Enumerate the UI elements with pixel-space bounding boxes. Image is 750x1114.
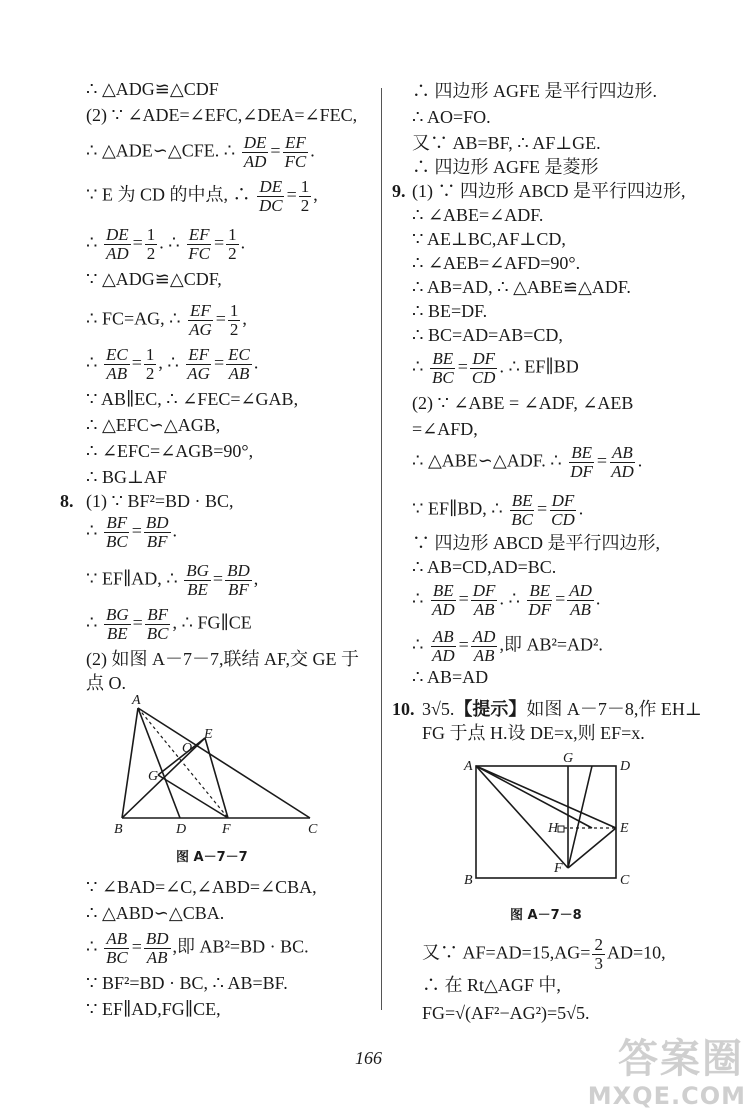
text-line: ∴ $\frac{AB}{BC}$ = $\frac{BD}{AB}$ ,即 AB²=BD · BC. [86, 929, 309, 967]
text-line: 3√5.【提示】如图 A－7－8,作 EH⊥ [422, 699, 702, 719]
text-line: ∴ $\frac{BG}{BE}$ = $\frac{BF}{BC}$ , ∴ FG∥CE [86, 605, 252, 643]
point-label: E [204, 727, 213, 742]
text-line: ∴ △ABD∽△CBA. [86, 903, 225, 923]
text-line: ∴ AB=CD,AD=BC. [412, 557, 557, 577]
fraction: $\frac{BD}{AB}$ [145, 929, 169, 967]
segment-af [476, 766, 568, 868]
point-label: B [464, 873, 473, 888]
text-line: (1) ∵ BF²=BD · BC, [86, 491, 234, 511]
text-line: ∵ E 为 CD 的中点, ∴ $\frac{DE}{DC}$ = $\frac{1}{2}$ , [86, 177, 318, 215]
fraction: $\frac{AB}{AD}$ [611, 443, 634, 481]
point-label: F [554, 861, 563, 876]
text-line: ∴ $\frac{DE}{AD}$ = $\frac{1}{2}$ . ∴ $\frac{EF}{FC}$ = $\frac{1}{2}$ . [86, 225, 246, 263]
text-line: ∴ AB=AD [412, 667, 489, 687]
question-number: 9. [392, 181, 406, 201]
text-line: (2) 如图 A－7－7,联结 AF,交 GE 于 [86, 649, 360, 669]
fraction: $\frac{AD}{AB}$ [472, 627, 496, 665]
text-line: ∴ BC=AD=AB=CD, [412, 325, 563, 345]
text-line: 点 O. [86, 673, 126, 693]
fraction: $\frac{AB}{AD}$ [431, 627, 455, 665]
text-line: ∵ 四边形 ABCD 是平行四边形, [412, 533, 661, 553]
text-line: ∵ BF²=BD · BC, ∴ AB=BF. [86, 973, 288, 993]
text-line: ∵ EF∥BD, ∴ $\frac{BE}{BC}$ = $\frac{DF}{CD}$ . [412, 491, 584, 529]
point-label: B [114, 822, 123, 837]
watermark-logo: 答案圈 MXQE.COM [587, 1036, 746, 1110]
point-label: F [222, 822, 231, 837]
segment-ab [122, 708, 138, 818]
text-line: ∴ BG⊥AF [86, 467, 167, 487]
point-label: D [620, 759, 631, 774]
text-line: (1) ∵ 四边形 ABCD 是平行四边形, [412, 181, 686, 201]
rectangle-abcd [476, 766, 616, 878]
figure-caption: 图 A－7－7 [176, 850, 248, 865]
fraction: $\frac{BE}{DF}$ [528, 581, 552, 619]
fraction: $\frac{DF}{CD}$ [471, 349, 496, 387]
text-line: =∠AFD, [412, 419, 478, 439]
text-line: ∴ △EFC∽△AGB, [86, 415, 221, 435]
fraction: $\frac{DE}{DC}$ [258, 177, 283, 215]
text-line: ∴ $\frac{BF}{BC}$ = $\frac{BD}{BF}$ . [86, 513, 178, 551]
fraction: $\frac{1}{2}$ [228, 225, 237, 263]
text-line: ∴ $\frac{EC}{AB}$ = $\frac{1}{2}$ , ∴ $\frac{EF}{AG}$ = $\frac{EC}{AB}$ . [86, 345, 259, 383]
text-line: ∴ AO=FO. [412, 107, 491, 127]
fraction: $\frac{EF}{FC}$ [284, 133, 307, 171]
right-column [392, 0, 750, 1114]
text-line: ∵ AE⊥BC,AF⊥CD, [412, 229, 566, 249]
figure-a-7-8 [462, 752, 642, 892]
text-line: ∴ △ADG≌△CDF [86, 79, 219, 99]
fraction: $\frac{2}{3}$ [594, 935, 603, 973]
fraction: $\frac{BE}{AD}$ [431, 581, 455, 619]
fraction: $\frac{EF}{AG}$ [187, 345, 210, 383]
segment-af-dashed [138, 708, 228, 818]
fraction: $\frac{DF}{CD}$ [551, 491, 575, 529]
text-line: ∴ $\frac{BE}{BC}$ = $\frac{DF}{CD}$ . ∴ EF∥BD [412, 349, 579, 387]
text-line: ∴ △ADE∽△CFE. ∴ $\frac{DE}{AD}$ = $\frac{EF}{FC}$ . [86, 133, 315, 171]
text-line: (2) ∵ ∠ABE = ∠ADF, ∠AEB [412, 393, 634, 413]
figure-a-7-7 [100, 690, 330, 840]
fraction: $\frac{BD}{BF}$ [145, 513, 169, 551]
fraction: $\frac{BD}{BF}$ [227, 561, 250, 599]
fraction: $\frac{BE}{DF}$ [570, 443, 593, 481]
segment-ah [476, 766, 592, 828]
fraction: $\frac{1}{2}$ [145, 345, 155, 383]
segment-ae [476, 766, 616, 828]
fraction: $\frac{EC}{AB}$ [105, 345, 128, 383]
text-line: ∴ ∠AEB=∠AFD=90°. [412, 253, 581, 273]
fraction: $\frac{1}{2}$ [300, 177, 310, 215]
page-number: 166 [355, 1048, 382, 1068]
point-label: C [308, 822, 318, 837]
fraction: $\frac{1}{2}$ [229, 301, 239, 339]
point-label: G [148, 769, 159, 784]
text-line: ∵ ∠BAD=∠C,∠ABD=∠CBA, [86, 877, 317, 897]
fraction: $\frac{DE}{AD}$ [243, 133, 267, 171]
fraction: $\frac{BE}{BC}$ [511, 491, 533, 529]
fraction: $\frac{BG}{BE}$ [105, 605, 129, 643]
text-line: ∵ EF∥AD,FG∥CE, [86, 999, 221, 1019]
text-line: (2) ∵ ∠ADE=∠EFC,∠DEA=∠FEC, [86, 105, 358, 125]
text-line: ∵ AB∥EC, ∴ ∠FEC=∠GAB, [86, 389, 299, 409]
fraction: $\frac{DE}{AD}$ [105, 225, 129, 263]
text-line: ∴ FC=AG, ∴ $\frac{EF}{AG}$ = $\frac{1}{2}$ , [86, 301, 247, 339]
text-line: ∴ AB=AD, ∴ △ABE≌△ADF. [412, 277, 631, 297]
fraction: $\frac{EF}{FC}$ [188, 225, 210, 263]
fraction: $\frac{DF}{AB}$ [472, 581, 496, 619]
fraction: $\frac{EF}{AG}$ [189, 301, 212, 339]
text-line: ∴ 在 Rt△AGF 中, [422, 975, 561, 995]
text-line: ∴ ∠ABE=∠ADF. [412, 205, 544, 225]
fraction: $\frac{BG}{BE}$ [186, 561, 209, 599]
text-line: FG=√(AF²−AG²)=5√5. [422, 1003, 590, 1023]
text-line: ∴ △ABE∽△ADF. ∴ $\frac{BE}{DF}$ = $\frac{AB}{AD}$ . [412, 443, 643, 481]
text-line: 又∵ AB=BF, ∴ AF⊥GE. [412, 133, 601, 153]
text-line: ∴ $\frac{AB}{AD}$ = $\frac{AD}{AB}$ ,即 AB²=AD². [412, 627, 603, 665]
question-number: 10. [392, 699, 415, 719]
text-line: FG 于点 H.设 DE=x,则 EF=x. [422, 723, 645, 743]
right-angle-mark [558, 826, 564, 832]
point-label: E [620, 821, 629, 836]
fraction: $\frac{EC}{AB}$ [228, 345, 250, 383]
text-line: ∵ EF∥AD, ∴ $\frac{BG}{BE}$ = $\frac{BD}{BF}$ , [86, 561, 259, 599]
point-label: G [563, 752, 574, 766]
point-label: D [176, 822, 187, 837]
point-label: H [548, 821, 559, 836]
fraction: $\frac{AB}{BC}$ [105, 929, 128, 967]
text-line: ∴ ∠EFC=∠AGB=90°, [86, 441, 254, 461]
point-label: C [620, 873, 630, 888]
text-line: ∴ $\frac{BE}{AD}$ = $\frac{DF}{AB}$ . ∴ $\frac{BE}{DF}$ = $\frac{AD}{AB}$ . [412, 581, 601, 619]
text-line: 又∵ AF=AD=15,AG= $\frac{2}{3}$ AD=10, [422, 935, 666, 973]
text-line: ∴ 四边形 AGFE 是平行四边形. [412, 81, 658, 101]
fraction: $\frac{BF}{BC}$ [105, 513, 128, 551]
figure-caption: 图 A－7－8 [510, 908, 582, 923]
point-label: O [182, 741, 193, 756]
text-line: ∴ BE=DF. [412, 301, 488, 321]
text-line: ∴ 四边形 AGFE 是菱形 [412, 157, 599, 177]
question-number: 8. [60, 491, 74, 511]
fraction: $\frac{AD}{AB}$ [569, 581, 592, 619]
point-label: A [464, 759, 473, 774]
fraction: $\frac{1}{2}$ [146, 225, 156, 263]
text-line: ∵ △ADG≌△CDF, [86, 269, 222, 289]
fraction: $\frac{BE}{BC}$ [431, 349, 454, 387]
column-divider [381, 88, 382, 1010]
point-label: A [132, 693, 141, 708]
fraction: $\frac{BF}{BC}$ [146, 605, 169, 643]
